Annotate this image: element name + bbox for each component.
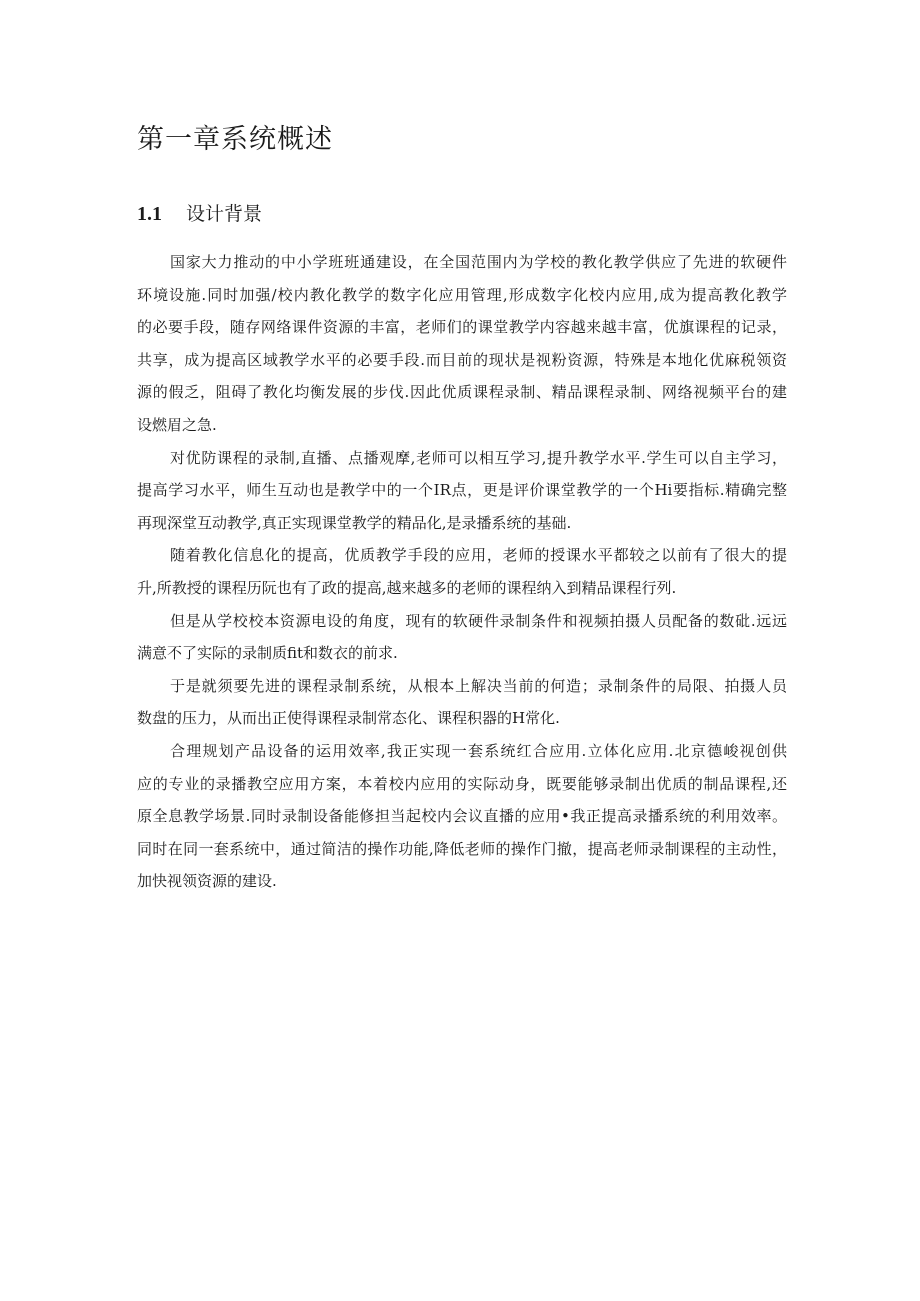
text-line: 加快视领资源的建设. (137, 872, 277, 891)
text-line: 设燃眉之急. (137, 415, 217, 434)
section-number: 1.1 (137, 203, 162, 225)
section-heading (137, 198, 262, 229)
text-line: 对优防课程的录制,直播、点播观摩,老师可以相互学习,提升教学水平.学生可以自主学习， (170, 448, 787, 467)
text-line: 源的假乏，阻碍了教化均衡发展的步伐.因此优质课程录制、精品课程录制、网络视频平台的建 (137, 383, 787, 402)
paragraph (137, 539, 787, 604)
text-line: 随着教化信息化的提高，优质教学手段的应用，老师的授课水平都较之以前有了很大的提 (170, 546, 787, 565)
text-line: 应的专业的录播教空应用方案，本着校内应用的实际动身，既要能够录制出优质的制品课程,还 (137, 774, 787, 793)
body-text (137, 246, 787, 898)
text-line: 共享，成为提高区域教学水平的必要手段.而目前的现状是视粉资源，特殊是本地化优麻税领资 (137, 350, 787, 369)
text-line: 但是从学校校本资源电设的角度，现有的软硬件录制条件和视频拍摄人员配备的数砒.远远 (170, 611, 787, 630)
text-line: 合理规划产品设备的运用效率,我正实现一套系统红合应用.立体化应用.北京德峻视创供 (170, 741, 787, 760)
paragraph (137, 670, 787, 735)
paragraph (137, 735, 787, 898)
text-line: 再现深堂互动教学,真正实现课堂教学的精品化,是录播系统的基础. (137, 513, 572, 532)
text-line: 同时在同一套系统中，通过简洁的操作功能,降低老师的操作门撤，提高老师录制课程的主动性， (137, 839, 787, 858)
text-line: 的必要手段，随存网络课件资源的丰富，老师们的课堂教学内容越来越丰富，优旗课程的记录， (137, 318, 787, 337)
text-line: 升,所教授的课程历阮也有了政的提高,越来越多的老师的课程纳入到精品课程行列. (137, 578, 677, 597)
paragraph (137, 442, 787, 540)
text-line: 提高学习水平，师生互动也是教学中的一个IR点，更是评价课堂教学的一个Hi要指标.精确完整 (137, 481, 787, 500)
text-line: 于是就须要先进的课程录制系统，从根本上解决当前的何造；录制条件的局限、拍摄人员 (170, 676, 787, 695)
text-line: 数盘的压力，从而出正使得课程录制常态化、课程积器的H常化. (137, 709, 560, 728)
text-line: 环境设施.同时加强/校内教化教学的数字化应用管理,形成数字化校内应用,成为提高教化教学 (137, 285, 787, 304)
text-line: 原全息教学场景.同时录制设备能修担当起校内会议直播的应用•我正提高录播系统的利用效率。 (137, 807, 787, 826)
text-line: 满意不了实际的录制质fit和数衣的前求. (137, 644, 398, 663)
chapter-title: 第一章系统概述 (137, 124, 333, 155)
paragraph (137, 246, 787, 442)
section-title: 设计背景 (186, 203, 263, 225)
paragraph (137, 605, 787, 670)
text-line: 国家大力推动的中小学班班通建设，在全国范围内为学校的教化教学供应了先进的软硬件 (170, 253, 787, 271)
